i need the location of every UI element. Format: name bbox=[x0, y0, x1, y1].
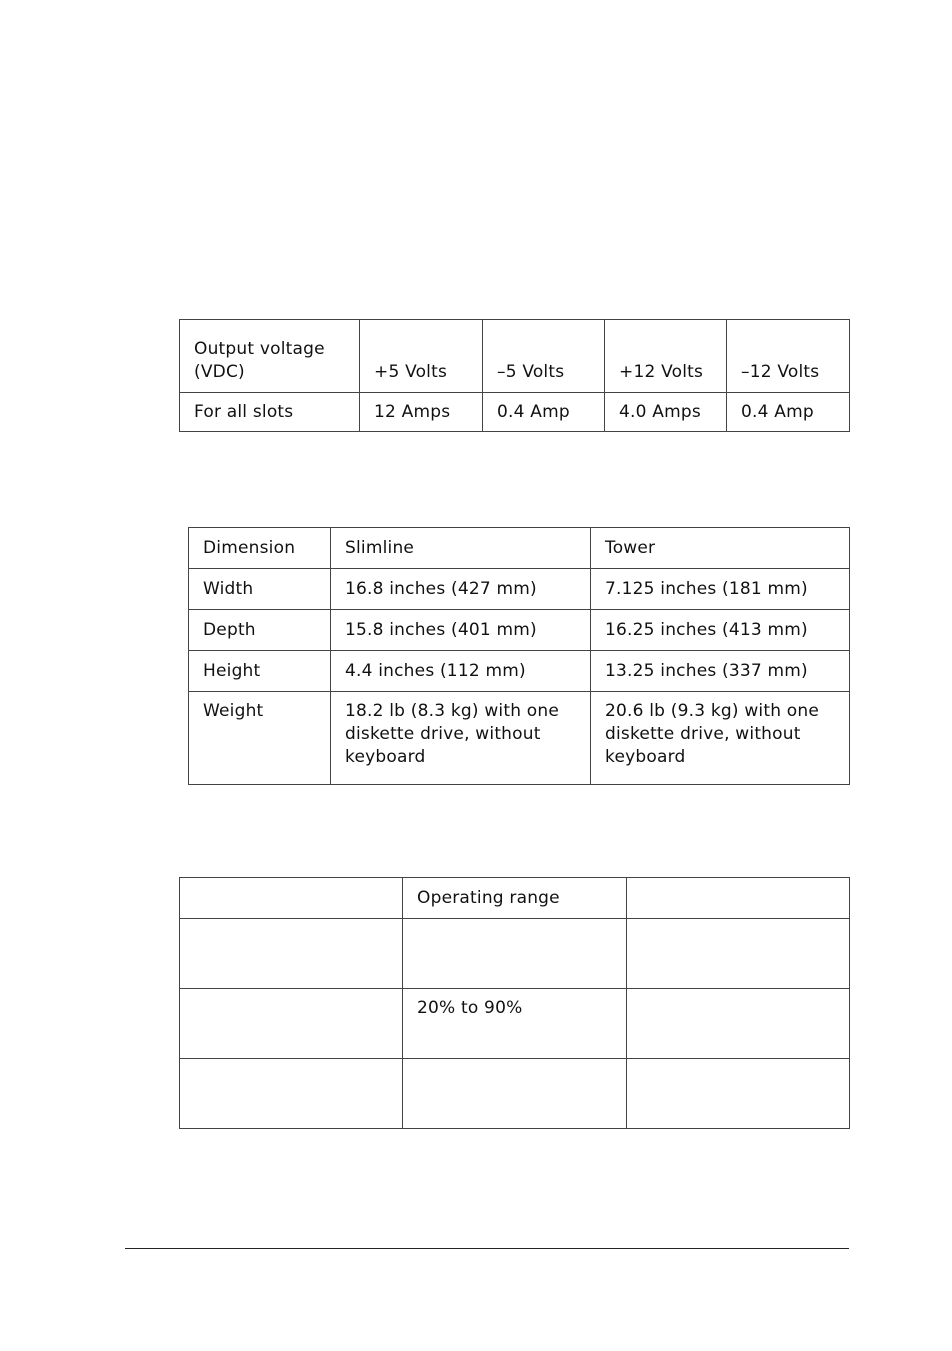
table-row bbox=[189, 569, 850, 610]
table-cell bbox=[627, 1059, 850, 1129]
table-row bbox=[189, 610, 850, 651]
table-cell: 4.4 inches (112 mm) bbox=[331, 651, 591, 692]
table-cell: 16.25 inches (413 mm) bbox=[591, 610, 850, 651]
table-cell bbox=[403, 1059, 627, 1129]
header-cell: +12 Volts bbox=[605, 320, 727, 393]
header-cell bbox=[627, 878, 850, 919]
table-row bbox=[180, 393, 850, 432]
header-cell: –12 Volts bbox=[727, 320, 850, 393]
table-cell: 12 Amps bbox=[360, 393, 483, 432]
header-cell bbox=[180, 878, 403, 919]
table-cell bbox=[180, 919, 403, 989]
table-cell bbox=[180, 1059, 403, 1129]
table-cell: 7.125 inches (181 mm) bbox=[591, 569, 850, 610]
table-cell: Weight bbox=[189, 692, 331, 785]
header-cell: Operating range bbox=[403, 878, 627, 919]
table-cell: 13.25 inches (337 mm) bbox=[591, 651, 850, 692]
table-cell: Depth bbox=[189, 610, 331, 651]
table-cell: 16.8 inches (427 mm) bbox=[331, 569, 591, 610]
dimensions-table bbox=[188, 527, 850, 785]
header-cell: Output voltage (VDC) bbox=[180, 320, 360, 393]
table-header-row bbox=[180, 878, 850, 919]
table-header-row bbox=[189, 528, 850, 569]
header-cell: –5 Volts bbox=[483, 320, 605, 393]
table-row bbox=[189, 692, 850, 785]
table-cell: 20.6 lb (9.3 kg) with one diskette drive, without keyboard bbox=[591, 692, 850, 785]
table-cell: Width bbox=[189, 569, 331, 610]
table-row bbox=[180, 919, 850, 989]
power-supply-table bbox=[179, 319, 850, 432]
table-row bbox=[189, 651, 850, 692]
table-cell bbox=[627, 919, 850, 989]
table-cell: 18.2 lb (8.3 kg) with one diskette drive, without keyboard bbox=[331, 692, 591, 785]
table-cell: Height bbox=[189, 651, 331, 692]
table-cell: 20% to 90% bbox=[403, 989, 627, 1059]
table-cell: 4.0 Amps bbox=[605, 393, 727, 432]
table-cell bbox=[180, 989, 403, 1059]
table-row bbox=[180, 1059, 850, 1129]
table-cell: 0.4 Amp bbox=[483, 393, 605, 432]
header-cell: +5 Volts bbox=[360, 320, 483, 393]
table-row bbox=[180, 989, 850, 1059]
header-cell: Slimline bbox=[331, 528, 591, 569]
table-cell bbox=[627, 989, 850, 1059]
table-cell: 15.8 inches (401 mm) bbox=[331, 610, 591, 651]
footer-divider bbox=[125, 1248, 849, 1249]
table-header-row bbox=[180, 320, 850, 393]
header-cell: Dimension bbox=[189, 528, 331, 569]
table-cell bbox=[403, 919, 627, 989]
header-cell: Tower bbox=[591, 528, 850, 569]
table-cell: 0.4 Amp bbox=[727, 393, 850, 432]
environment-table bbox=[179, 877, 850, 1129]
table-cell: For all slots bbox=[180, 393, 360, 432]
